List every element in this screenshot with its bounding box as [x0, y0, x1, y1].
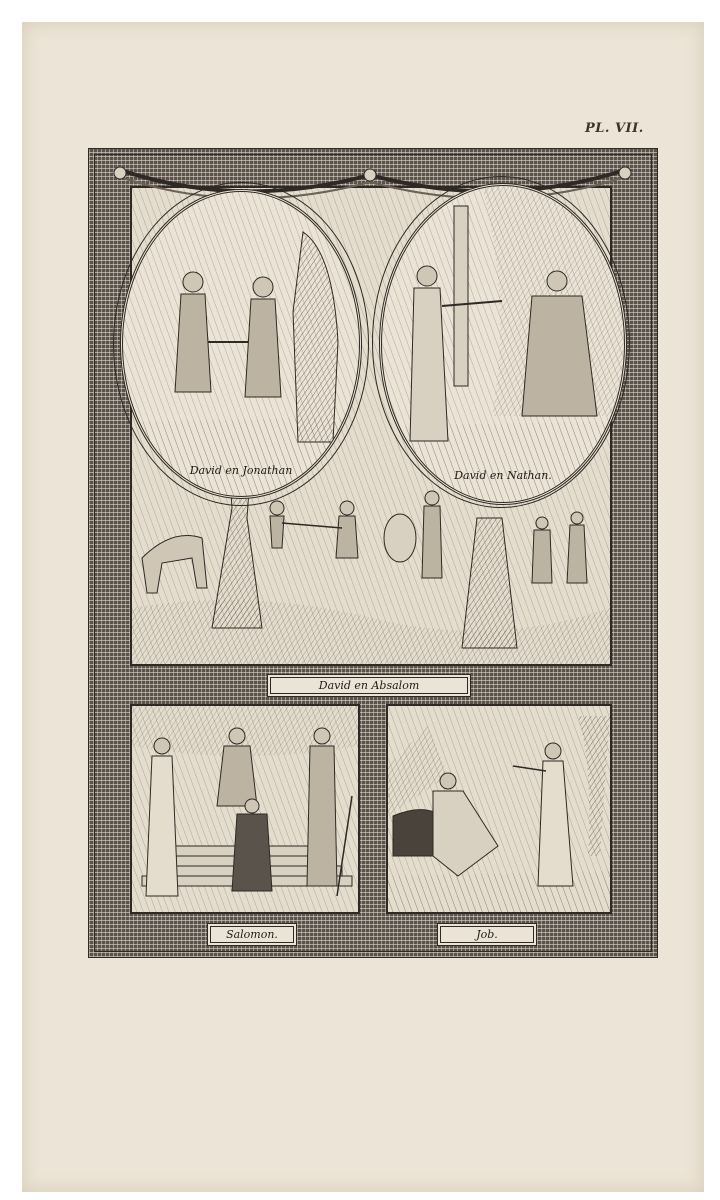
scene-job [386, 704, 612, 914]
scene-david-nathan [379, 183, 627, 505]
scene-salomon [130, 704, 360, 914]
caption-salomon: Salomon. [210, 926, 294, 943]
plate-number: PL. VII. [585, 121, 644, 136]
scene-david-jonathan [120, 189, 362, 499]
caption-david-jonathan: David en Jonathan [189, 464, 293, 477]
caption-job: Job. [440, 926, 534, 943]
caption-david-absalom: David en Absalom [270, 677, 468, 694]
caption-david-nathan: David en Nathan. [454, 469, 552, 482]
